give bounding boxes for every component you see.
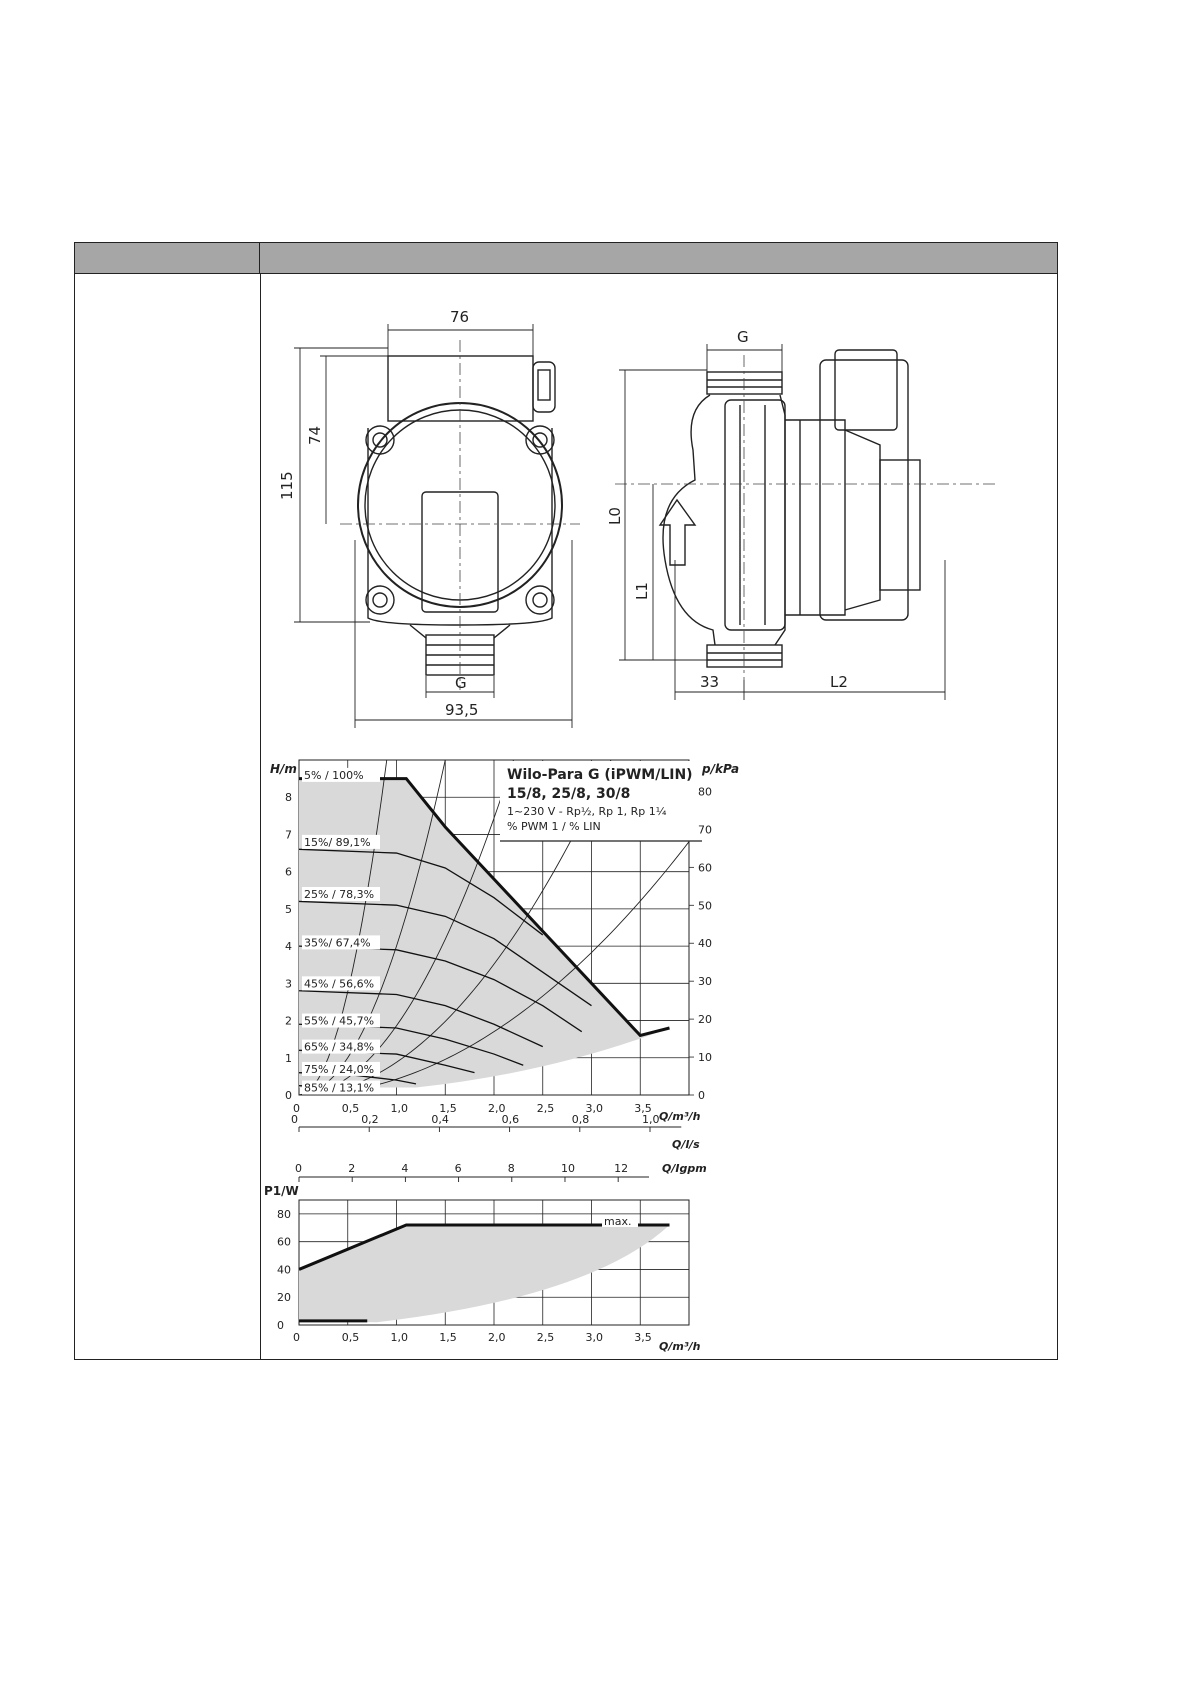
y-left-tick-label: 8 xyxy=(285,791,292,805)
y-left-tick-label: 0 xyxy=(285,1089,292,1102)
pump-curve-chart xyxy=(262,755,752,1155)
x-tick-label: 2,0 xyxy=(488,1102,506,1115)
dim-L2: L2 xyxy=(830,673,848,691)
chart-models: 15/8, 25/8, 30/8 xyxy=(507,786,631,802)
y-left-tick-label: 3 xyxy=(285,977,292,991)
y-left-tick-label: 2 xyxy=(285,1014,292,1028)
x-tick-label: 0,5 xyxy=(341,1102,360,1115)
y-right-tick-label: 40 xyxy=(698,937,712,951)
x-tick-label: 0 xyxy=(293,1102,300,1115)
chart-title: Wilo-Para G (iPWM/LIN) xyxy=(507,767,693,783)
y-right-tick-label: 80 xyxy=(698,785,712,799)
x-axis-label-main: Q/m³/h xyxy=(659,1110,701,1123)
dim-L0: L0 xyxy=(606,507,624,525)
curve-label: 65% / 34,8% xyxy=(304,1040,375,1054)
power-y-tick-label: 80 xyxy=(277,1207,291,1221)
ls-tick-label: 0 xyxy=(291,1113,298,1126)
dim-height-total: 115 xyxy=(278,471,296,500)
y-right-tick-label: 0 xyxy=(698,1089,705,1102)
power-y-tick-label: 40 xyxy=(277,1263,291,1277)
chart-control: % PWM 1 / % LIN xyxy=(507,820,601,833)
dim-offset-33: 33 xyxy=(700,673,720,691)
igpm-tick-label: 4 xyxy=(401,1162,409,1175)
x-axis-label-ls: Q/l/s xyxy=(672,1138,700,1151)
y-right-tick-label: 70 xyxy=(698,823,712,837)
curve-label: 55% / 45,7% xyxy=(304,1014,375,1028)
chart-spec: 1~230 V - Rp½, Rp 1, Rp 1¼ xyxy=(507,805,667,818)
dim-thread-front: G xyxy=(455,674,467,692)
x-tick-label: 3,0 xyxy=(585,1102,603,1115)
y-left-tick-label: 1 xyxy=(285,1051,292,1065)
y-left-tick-label: 4 xyxy=(285,940,292,954)
x-tick-label: 3,5 xyxy=(634,1102,652,1115)
y-left-axis-label: H/m xyxy=(270,762,297,776)
dim-thread-side: G xyxy=(737,328,749,346)
power-y-tick-label: 60 xyxy=(277,1235,291,1249)
dim-height-upper: 74 xyxy=(306,425,324,445)
y-left-tick-label: 6 xyxy=(285,865,292,879)
igpm-tick-label: 12 xyxy=(614,1162,629,1175)
power-x-tick-label: 2,0 xyxy=(488,1331,506,1344)
ls-tick-label: 0,6 xyxy=(501,1113,520,1126)
power-x-tick-label: 0 xyxy=(293,1331,300,1344)
igpm-tick-label: 0 xyxy=(295,1162,302,1175)
y-right-tick-label: 30 xyxy=(698,975,712,989)
curve-label: 35%/ 67,4% xyxy=(304,936,371,950)
curve-label: 75% / 24,0% xyxy=(304,1062,375,1076)
dim-L1: L1 xyxy=(633,582,651,600)
igpm-tick-label: 10 xyxy=(560,1162,575,1175)
power-x-tick-label: 3,5 xyxy=(634,1331,652,1344)
x-axis-label-igpm: Q/Igpm xyxy=(662,1162,707,1175)
x-tick-label: 1,5 xyxy=(439,1102,457,1115)
power-x-tick-label: 1,5 xyxy=(439,1331,457,1344)
y-right-tick-label: 50 xyxy=(698,899,712,913)
power-area xyxy=(299,1225,670,1322)
front-view-drawing xyxy=(280,300,610,730)
curve-label: 25% / 78,3% xyxy=(304,888,375,901)
power-y-tick-label: 20 xyxy=(277,1291,291,1305)
curve-label: 5% / 100% xyxy=(304,768,364,782)
igpm-tick-label: 8 xyxy=(507,1162,515,1175)
y-right-tick-label: 20 xyxy=(698,1013,712,1027)
max-label: max. xyxy=(604,1215,632,1228)
power-x-tick-label: 0,5 xyxy=(341,1331,360,1344)
curve-label: 15%/ 89,1% xyxy=(304,835,371,849)
curve-label: 85% / 13,1% xyxy=(304,1081,375,1095)
power-y-label: P1/W xyxy=(264,1184,299,1198)
curve-label: 45% / 56,6% xyxy=(304,977,375,991)
y-left-tick-label: 7 xyxy=(285,828,292,842)
dim-width-top: 76 xyxy=(450,308,470,326)
power-chart xyxy=(262,1155,752,1355)
side-view-drawing xyxy=(606,320,995,715)
table-header-left xyxy=(75,243,260,274)
ls-tick-label: 1,0 xyxy=(642,1113,660,1126)
column-divider xyxy=(260,274,261,1359)
x-tick-label: 1,0 xyxy=(390,1102,408,1115)
y-right-tick-label: 60 xyxy=(698,861,712,875)
power-x-tick-label: 3,0 xyxy=(585,1331,603,1344)
y-right-tick-label: 10 xyxy=(698,1051,712,1065)
ls-tick-label: 0,8 xyxy=(571,1113,590,1126)
igpm-tick-label: 2 xyxy=(348,1162,356,1175)
x-tick-label: 2,5 xyxy=(536,1102,555,1115)
y-left-tick-label: 5 xyxy=(285,902,292,916)
power-x-tick-label: 2,5 xyxy=(536,1331,555,1344)
ls-tick-label: 0,2 xyxy=(361,1113,379,1126)
y-right-axis-label: p/kPa xyxy=(702,762,740,776)
dim-width-bottom: 93,5 xyxy=(445,701,479,719)
table-header-right xyxy=(260,243,1057,274)
igpm-tick-label: 6 xyxy=(454,1162,462,1175)
power-x-tick-label: 1,0 xyxy=(390,1331,408,1344)
power-x-label: Q/m³/h xyxy=(659,1340,701,1353)
power-y-tick-label: 0 xyxy=(277,1319,284,1332)
ls-tick-label: 0,4 xyxy=(431,1113,449,1126)
